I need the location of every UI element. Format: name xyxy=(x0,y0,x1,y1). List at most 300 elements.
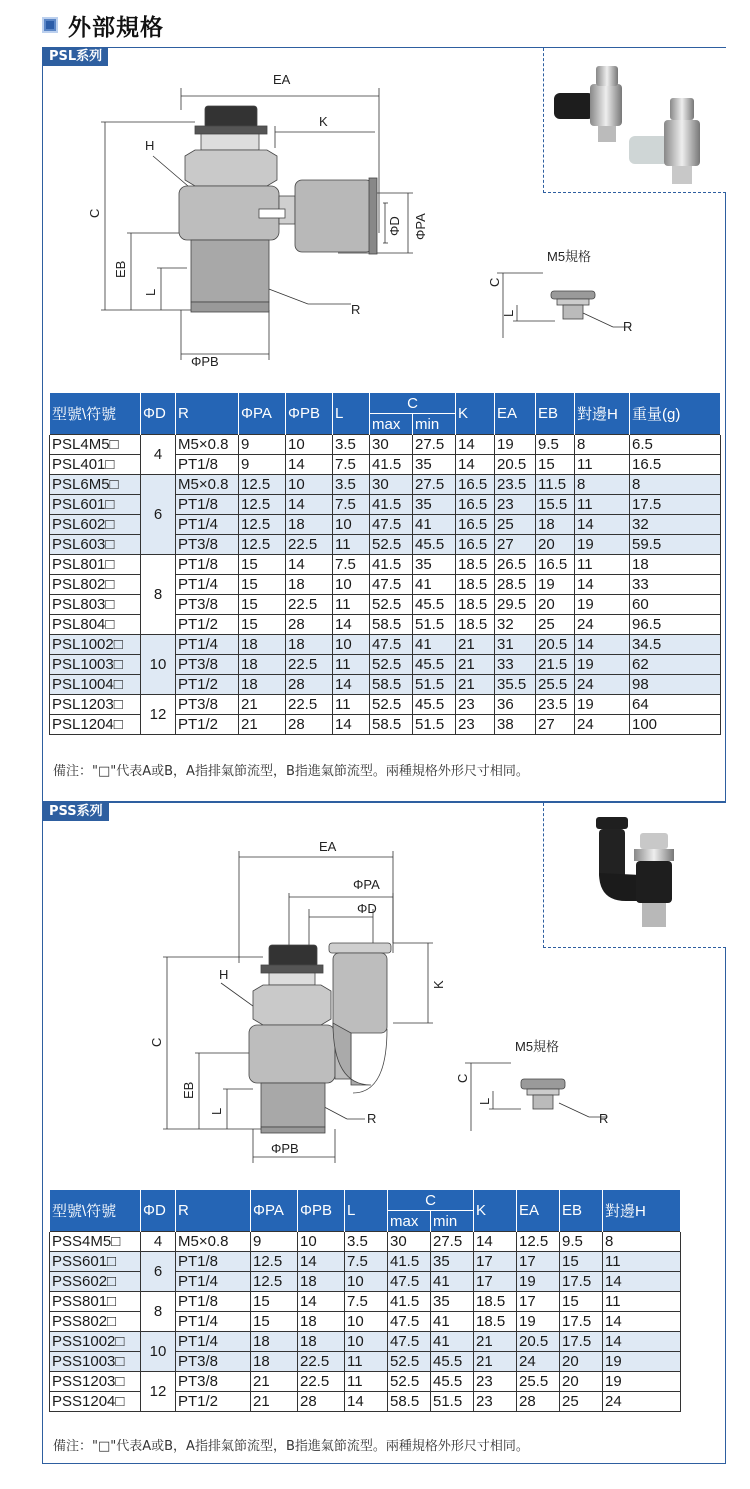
psl-th-k: K xyxy=(456,393,495,435)
psl-cell: PSL603□ xyxy=(50,535,141,555)
psl-cell: 10 xyxy=(333,515,370,535)
psl-cell: 11 xyxy=(333,595,370,615)
pss-cell: 20 xyxy=(560,1352,603,1372)
pss-cell: PSS1003□ xyxy=(50,1352,141,1372)
psl-cell: 21 xyxy=(456,635,495,655)
psl-cell: PSL6M5□ xyxy=(50,475,141,495)
pss-cell: 14 xyxy=(298,1252,345,1272)
psl-cell: 45.5 xyxy=(413,535,456,555)
pss-cell: 9 xyxy=(251,1232,298,1252)
psl-table-row xyxy=(50,635,721,655)
psl-cell: 41.5 xyxy=(370,555,413,575)
psl-cell: 41.5 xyxy=(370,495,413,515)
psl-dimension-drawing xyxy=(83,68,453,368)
psl-cell: PT3/8 xyxy=(176,695,239,715)
psl-cell: 7.5 xyxy=(333,455,370,475)
psl-cell: 14 xyxy=(575,635,630,655)
psl-cell: 8 xyxy=(630,475,721,495)
psl-cell: 41.5 xyxy=(370,455,413,475)
psl-cell: 19 xyxy=(575,655,630,675)
psl-cell: 35 xyxy=(413,495,456,515)
psl-section xyxy=(42,47,726,802)
psl-cell: 20 xyxy=(536,535,575,555)
psl-cell: PT1/2 xyxy=(176,675,239,695)
pss-cell: 18.5 xyxy=(474,1312,517,1332)
psl-cell: 3.5 xyxy=(333,475,370,495)
pss-th-c: C xyxy=(388,1190,474,1211)
psl-cell: PT1/8 xyxy=(176,555,239,575)
pss-cell: 51.5 xyxy=(431,1392,474,1412)
psl-cell: PT1/8 xyxy=(176,455,239,475)
pss-cell: 45.5 xyxy=(431,1372,474,1392)
psl-cell: 10 xyxy=(286,435,333,455)
pss-th-h: 對邊H xyxy=(603,1190,681,1232)
pss-cell: 19 xyxy=(517,1312,560,1332)
pss-cell: 30 xyxy=(388,1232,431,1252)
psl-product-photo xyxy=(543,48,726,193)
pss-cell: 47.5 xyxy=(388,1332,431,1352)
psl-cell: 25 xyxy=(536,615,575,635)
pss-label-d: ΦD xyxy=(357,901,377,916)
pss-note: 備注："□"代表A或B，A指排氣節流型，B指進氣節流型。兩種規格外形尺寸相同。 xyxy=(53,1439,529,1454)
pss-cell: 24 xyxy=(517,1352,560,1372)
psl-cell: PT1/4 xyxy=(176,635,239,655)
pss-cell: PT1/8 xyxy=(176,1292,251,1312)
pss-cell: 14 xyxy=(603,1272,681,1292)
psl-cell: 100 xyxy=(630,715,721,735)
psl-m5-title: M5規格 xyxy=(547,249,592,264)
pss-cell: PSS4M5□ xyxy=(50,1232,141,1252)
pss-section-tab: PSS系列 xyxy=(43,803,109,821)
psl-cell: 14 xyxy=(333,675,370,695)
pss-cell: 14 xyxy=(603,1332,681,1352)
psl-cell: 41 xyxy=(413,635,456,655)
pss-cell: PSS801□ xyxy=(50,1292,141,1312)
psl-cell: PSL1002□ xyxy=(50,635,141,655)
psl-cell: PSL4M5□ xyxy=(50,435,141,455)
psl-m5-label-l: L xyxy=(501,309,516,317)
pss-cell: 14 xyxy=(298,1292,345,1312)
psl-cell: 8 xyxy=(575,475,630,495)
psl-label-r: R xyxy=(351,302,361,317)
pss-dimension-drawing xyxy=(103,833,463,1173)
pss-cell: 14 xyxy=(345,1392,388,1412)
psl-cell: 14 xyxy=(575,575,630,595)
psl-cell: 27.5 xyxy=(413,475,456,495)
psl-cell: 25 xyxy=(495,515,536,535)
psl-cell: 32 xyxy=(495,615,536,635)
psl-cell: PSL1203□ xyxy=(50,695,141,715)
psl-cell: 64 xyxy=(630,695,721,715)
pss-cell: PT1/8 xyxy=(176,1252,251,1272)
pss-th-eb: EB xyxy=(560,1190,603,1232)
psl-th-pb: ΦPB xyxy=(286,393,333,435)
psl-cell: 22.5 xyxy=(286,595,333,615)
psl-table-row xyxy=(50,695,721,715)
pss-label-l: L xyxy=(209,1107,224,1115)
psl-cell: 96.5 xyxy=(630,615,721,635)
psl-cell: 16.5 xyxy=(630,455,721,475)
psl-cell: 7.5 xyxy=(333,495,370,515)
psl-cell: PT3/8 xyxy=(176,655,239,675)
psl-cell: 14 xyxy=(286,555,333,575)
pss-cell: 22.5 xyxy=(298,1352,345,1372)
psl-cell: PSL1204□ xyxy=(50,715,141,735)
pss-cell: PT1/2 xyxy=(176,1392,251,1412)
pss-cell: 12.5 xyxy=(251,1252,298,1272)
psl-cell-d: 10 xyxy=(141,635,176,695)
pss-cell: 11 xyxy=(345,1352,388,1372)
pss-th-pb: ΦPB xyxy=(298,1190,345,1232)
psl-cell: 14 xyxy=(286,455,333,475)
pss-cell: 22.5 xyxy=(298,1372,345,1392)
pss-cell: 10 xyxy=(345,1272,388,1292)
pss-label-pb: ΦPB xyxy=(271,1141,299,1156)
pss-cell: 41 xyxy=(431,1312,474,1332)
psl-cell: 10 xyxy=(286,475,333,495)
pss-label-h: H xyxy=(219,967,229,982)
psl-cell: 25.5 xyxy=(536,675,575,695)
psl-cell: 18 xyxy=(239,675,286,695)
psl-cell: 14 xyxy=(333,615,370,635)
pss-cell: 7.5 xyxy=(345,1252,388,1272)
pss-m5-drawing xyxy=(451,1035,621,1145)
pss-cell: 18.5 xyxy=(474,1292,517,1312)
pss-th-model: 型號\符號 xyxy=(50,1190,141,1232)
pss-cell: 17.5 xyxy=(560,1272,603,1292)
psl-cell: PT1/2 xyxy=(176,615,239,635)
pss-cell: 10 xyxy=(298,1232,345,1252)
pss-label-k: K xyxy=(431,980,446,989)
psl-cell: 62 xyxy=(630,655,721,675)
psl-cell: 18 xyxy=(286,575,333,595)
pss-cell: 17 xyxy=(474,1272,517,1292)
psl-cell: 28 xyxy=(286,615,333,635)
psl-cell: 26.5 xyxy=(495,555,536,575)
pss-cell: 28 xyxy=(298,1392,345,1412)
psl-cell: PT3/8 xyxy=(176,595,239,615)
psl-cell: 19 xyxy=(536,575,575,595)
pss-cell: 28 xyxy=(517,1392,560,1412)
psl-cell: 11 xyxy=(575,555,630,575)
pss-cell: 35 xyxy=(431,1252,474,1272)
pss-cell: 41.5 xyxy=(388,1252,431,1272)
psl-cell: 16.5 xyxy=(456,495,495,515)
pss-spec-table xyxy=(49,1189,681,1412)
pss-cell: 17 xyxy=(517,1292,560,1312)
pss-cell: 7.5 xyxy=(345,1292,388,1312)
psl-cell: 30 xyxy=(370,475,413,495)
pss-cell: 10 xyxy=(345,1312,388,1332)
psl-label-d: ΦD xyxy=(387,216,402,236)
psl-cell: 15 xyxy=(239,555,286,575)
psl-photo-illustration xyxy=(544,48,727,193)
pss-photo-illustration xyxy=(544,803,727,948)
psl-cell: 45.5 xyxy=(413,595,456,615)
pss-cell-d: 10 xyxy=(141,1332,176,1372)
psl-cell: 33 xyxy=(630,575,721,595)
pss-cell: 58.5 xyxy=(388,1392,431,1412)
psl-cell: 18.5 xyxy=(456,555,495,575)
psl-cell: 14 xyxy=(333,715,370,735)
psl-cell: 7.5 xyxy=(333,555,370,575)
psl-label-k: K xyxy=(319,114,328,129)
psl-cell: 15 xyxy=(536,455,575,475)
pss-cell: 20 xyxy=(560,1372,603,1392)
psl-cell: 19 xyxy=(575,695,630,715)
pss-cell: 18 xyxy=(251,1332,298,1352)
pss-cell: 52.5 xyxy=(388,1372,431,1392)
psl-cell: 18.5 xyxy=(456,575,495,595)
pss-cell-d: 8 xyxy=(141,1292,176,1332)
psl-cell: 11 xyxy=(575,495,630,515)
psl-cell: 51.5 xyxy=(413,615,456,635)
psl-cell: 23 xyxy=(456,715,495,735)
psl-cell: 11 xyxy=(333,695,370,715)
psl-cell: PSL1003□ xyxy=(50,655,141,675)
pss-cell: 21 xyxy=(251,1392,298,1412)
pss-cell: PSS1002□ xyxy=(50,1332,141,1352)
psl-label-c: C xyxy=(87,208,102,218)
psl-cell: 9.5 xyxy=(536,435,575,455)
pss-cell-d: 4 xyxy=(141,1232,176,1252)
psl-cell: 14 xyxy=(456,435,495,455)
psl-cell: 58.5 xyxy=(370,715,413,735)
psl-cell: 52.5 xyxy=(370,595,413,615)
psl-th-pa: ΦPA xyxy=(239,393,286,435)
psl-cell: PSL802□ xyxy=(50,575,141,595)
psl-cell: 15.5 xyxy=(536,495,575,515)
pss-cell: PSS1204□ xyxy=(50,1392,141,1412)
psl-cell: PT1/2 xyxy=(176,715,239,735)
psl-cell: 21 xyxy=(456,675,495,695)
psl-cell: 24 xyxy=(575,675,630,695)
psl-label-l: L xyxy=(143,288,158,296)
psl-cell: PSL601□ xyxy=(50,495,141,515)
psl-m5-label-r: R xyxy=(623,319,633,334)
pss-cell: 11 xyxy=(603,1292,681,1312)
pss-label-pa: ΦPA xyxy=(353,877,380,892)
psl-cell: 32 xyxy=(630,515,721,535)
pss-cell: 25.5 xyxy=(517,1372,560,1392)
psl-cell: 28.5 xyxy=(495,575,536,595)
psl-cell: 21 xyxy=(239,715,286,735)
psl-cell: 20.5 xyxy=(536,635,575,655)
psl-cell: 60 xyxy=(630,595,721,615)
pss-cell: PT1/4 xyxy=(176,1332,251,1352)
psl-cell: 14 xyxy=(456,455,495,475)
psl-cell: 47.5 xyxy=(370,635,413,655)
psl-cell: 58.5 xyxy=(370,615,413,635)
pss-label-ea: EA xyxy=(319,839,337,854)
psl-cell: 23 xyxy=(495,495,536,515)
psl-cell: 19 xyxy=(495,435,536,455)
pss-cell: PSS602□ xyxy=(50,1272,141,1292)
pss-cell: 18 xyxy=(251,1352,298,1372)
psl-cell: 21.5 xyxy=(536,655,575,675)
pss-cell: PSS1203□ xyxy=(50,1372,141,1392)
psl-cell: 15 xyxy=(239,595,286,615)
psl-cell: M5×0.8 xyxy=(176,435,239,455)
psl-cell: 19 xyxy=(575,595,630,615)
pss-cell: 47.5 xyxy=(388,1312,431,1332)
psl-cell: 18.5 xyxy=(456,615,495,635)
psl-cell: 15 xyxy=(239,575,286,595)
pss-cell: 21 xyxy=(251,1372,298,1392)
pss-cell: PSS601□ xyxy=(50,1252,141,1272)
psl-cell: 16.5 xyxy=(456,515,495,535)
psl-cell: 51.5 xyxy=(413,715,456,735)
psl-cell: 16.5 xyxy=(456,475,495,495)
psl-cell: 8 xyxy=(575,435,630,455)
psl-cell: 52.5 xyxy=(370,655,413,675)
psl-cell: 35 xyxy=(413,555,456,575)
psl-cell: 18.5 xyxy=(456,595,495,615)
psl-th-c: C xyxy=(370,393,456,414)
psl-cell: 23 xyxy=(456,695,495,715)
pss-cell: 3.5 xyxy=(345,1232,388,1252)
pss-cell: M5×0.8 xyxy=(176,1232,251,1252)
psl-cell: 21 xyxy=(456,655,495,675)
psl-cell: 18 xyxy=(536,515,575,535)
psl-cell: 22.5 xyxy=(286,535,333,555)
psl-cell: 35.5 xyxy=(495,675,536,695)
psl-cell-d: 12 xyxy=(141,695,176,735)
pss-cell: 18 xyxy=(298,1312,345,1332)
pss-cell: 15 xyxy=(560,1292,603,1312)
psl-cell: 10 xyxy=(333,575,370,595)
psl-cell: 11 xyxy=(575,455,630,475)
psl-table-row xyxy=(50,555,721,575)
psl-cell: 9 xyxy=(239,435,286,455)
pss-table-row xyxy=(50,1252,681,1272)
pss-cell: 19 xyxy=(603,1352,681,1372)
pss-cell: 27.5 xyxy=(431,1232,474,1252)
psl-cell-d: 4 xyxy=(141,435,176,475)
psl-cell: 29.5 xyxy=(495,595,536,615)
pss-cell: 15 xyxy=(251,1312,298,1332)
psl-cell: 45.5 xyxy=(413,695,456,715)
pss-cell-d: 12 xyxy=(141,1372,176,1412)
psl-table-row xyxy=(50,435,721,455)
square-bullet-icon xyxy=(42,17,58,33)
psl-cell: 36 xyxy=(495,695,536,715)
psl-cell: PT1/4 xyxy=(176,575,239,595)
pss-section xyxy=(42,802,726,1464)
pss-cell: 47.5 xyxy=(388,1272,431,1292)
pss-cell-d: 6 xyxy=(141,1252,176,1292)
psl-th-d: ΦD xyxy=(141,393,176,435)
psl-cell: 18 xyxy=(630,555,721,575)
psl-th-weight: 重量(g) xyxy=(630,393,721,435)
pss-cell: 52.5 xyxy=(388,1352,431,1372)
psl-cell: PSL1004□ xyxy=(50,675,141,695)
psl-cell: PT1/8 xyxy=(176,495,239,515)
pss-th-l: L xyxy=(345,1190,388,1232)
pss-label-c: C xyxy=(149,1037,164,1047)
psl-cell: 47.5 xyxy=(370,575,413,595)
psl-table-row xyxy=(50,475,721,495)
psl-cell: 11 xyxy=(333,535,370,555)
psl-cell: PSL602□ xyxy=(50,515,141,535)
psl-cell: M5×0.8 xyxy=(176,475,239,495)
psl-cell: 41 xyxy=(413,575,456,595)
pss-cell: 19 xyxy=(603,1372,681,1392)
pss-label-r: R xyxy=(367,1111,377,1126)
psl-cell: PT3/8 xyxy=(176,535,239,555)
psl-cell: 6.5 xyxy=(630,435,721,455)
psl-cell: 34.5 xyxy=(630,635,721,655)
pss-cell: 9.5 xyxy=(560,1232,603,1252)
psl-m5-label-c: C xyxy=(487,277,502,287)
pss-cell: PSS802□ xyxy=(50,1312,141,1332)
pss-cell: 17 xyxy=(474,1252,517,1272)
pss-cell: 17.5 xyxy=(560,1312,603,1332)
page-title-text: 外部規格 xyxy=(68,14,164,41)
psl-cell: 28 xyxy=(286,675,333,695)
pss-cell: 12.5 xyxy=(517,1232,560,1252)
psl-cell: 11.5 xyxy=(536,475,575,495)
pss-cell: 19 xyxy=(517,1272,560,1292)
pss-cell: 23 xyxy=(474,1372,517,1392)
psl-cell: PSL801□ xyxy=(50,555,141,575)
psl-cell: 41 xyxy=(413,515,456,535)
psl-cell: 12.5 xyxy=(239,475,286,495)
psl-cell: 98 xyxy=(630,675,721,695)
psl-cell: 23.5 xyxy=(536,695,575,715)
psl-cell: 17.5 xyxy=(630,495,721,515)
psl-cell: 19 xyxy=(575,535,630,555)
psl-cell-d: 8 xyxy=(141,555,176,635)
pss-cell: PT1/4 xyxy=(176,1312,251,1332)
psl-cell: 22.5 xyxy=(286,695,333,715)
pss-cell: 8 xyxy=(603,1232,681,1252)
psl-cell: 16.5 xyxy=(536,555,575,575)
psl-cell: 20.5 xyxy=(495,455,536,475)
pss-th-ea: EA xyxy=(517,1190,560,1232)
psl-cell: 11 xyxy=(333,655,370,675)
psl-spec-table xyxy=(49,392,721,735)
psl-cell: 12.5 xyxy=(239,495,286,515)
psl-th-h: 對邊H xyxy=(575,393,630,435)
psl-cell: 28 xyxy=(286,715,333,735)
psl-th-cmax: max xyxy=(370,414,413,435)
psl-note: 備注："□"代表A或B，A指排氣節流型，B指進氣節流型。兩種規格外形尺寸相同。 xyxy=(53,764,529,779)
psl-cell: 58.5 xyxy=(370,675,413,695)
pss-th-cmax: max xyxy=(388,1211,431,1232)
pss-cell: 11 xyxy=(345,1372,388,1392)
psl-th-r: R xyxy=(176,393,239,435)
psl-cell: PSL401□ xyxy=(50,455,141,475)
psl-cell: 51.5 xyxy=(413,675,456,695)
pss-th-k: K xyxy=(474,1190,517,1232)
psl-cell: 27.5 xyxy=(413,435,456,455)
psl-label-ea: EA xyxy=(273,72,291,87)
pss-cell: 18 xyxy=(298,1272,345,1292)
pss-cell: PT1/4 xyxy=(176,1272,251,1292)
psl-cell: 18 xyxy=(286,635,333,655)
psl-cell: 9 xyxy=(239,455,286,475)
pss-cell: 15 xyxy=(560,1252,603,1272)
pss-th-r: R xyxy=(176,1190,251,1232)
psl-label-pb: ΦPB xyxy=(191,354,219,368)
psl-th-eb: EB xyxy=(536,393,575,435)
pss-cell: 17 xyxy=(517,1252,560,1272)
psl-cell: 59.5 xyxy=(630,535,721,555)
psl-cell: 10 xyxy=(333,635,370,655)
pss-table-row xyxy=(50,1292,681,1312)
psl-cell-d: 6 xyxy=(141,475,176,555)
